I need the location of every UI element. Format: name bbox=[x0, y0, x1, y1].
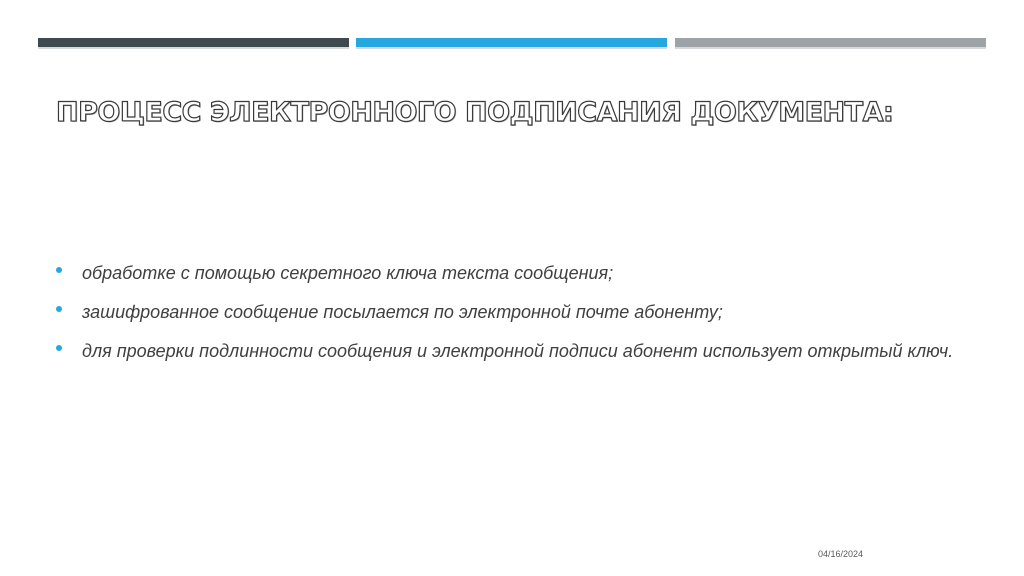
bullet-text: обработке с помощью секретного ключа текста сообщения; bbox=[82, 263, 614, 283]
top-accent-bar-blue bbox=[356, 38, 667, 47]
top-accent-bar-dark-shadow bbox=[38, 47, 349, 49]
bullet-item bbox=[56, 260, 956, 286]
bullet-text: для проверки подлинности сообщения и электронной подписи абонент использует открытый ключ. bbox=[82, 341, 954, 361]
top-accent-bar-gray bbox=[675, 38, 986, 47]
slide-date: 04/16/2024 bbox=[818, 549, 864, 559]
bullet-dot-icon bbox=[56, 306, 62, 312]
bullet-item bbox=[56, 338, 956, 364]
top-accent-bar-dark bbox=[38, 38, 349, 47]
bullet-item bbox=[56, 299, 956, 325]
bullet-list bbox=[56, 260, 956, 377]
bullet-dot-icon bbox=[56, 267, 62, 273]
top-accent-bar-blue-shadow bbox=[356, 47, 667, 49]
top-accent-bar-gray-shadow bbox=[675, 47, 986, 49]
slide-title: ПРОЦЕСС ЭЛЕКТРОННОГО ПОДПИСАНИЯ ДОКУМЕНТА: bbox=[56, 97, 894, 128]
bullet-text: зашифрованное сообщение посылается по электронной почте абоненту; bbox=[82, 302, 723, 322]
bullet-dot-icon bbox=[56, 345, 62, 351]
